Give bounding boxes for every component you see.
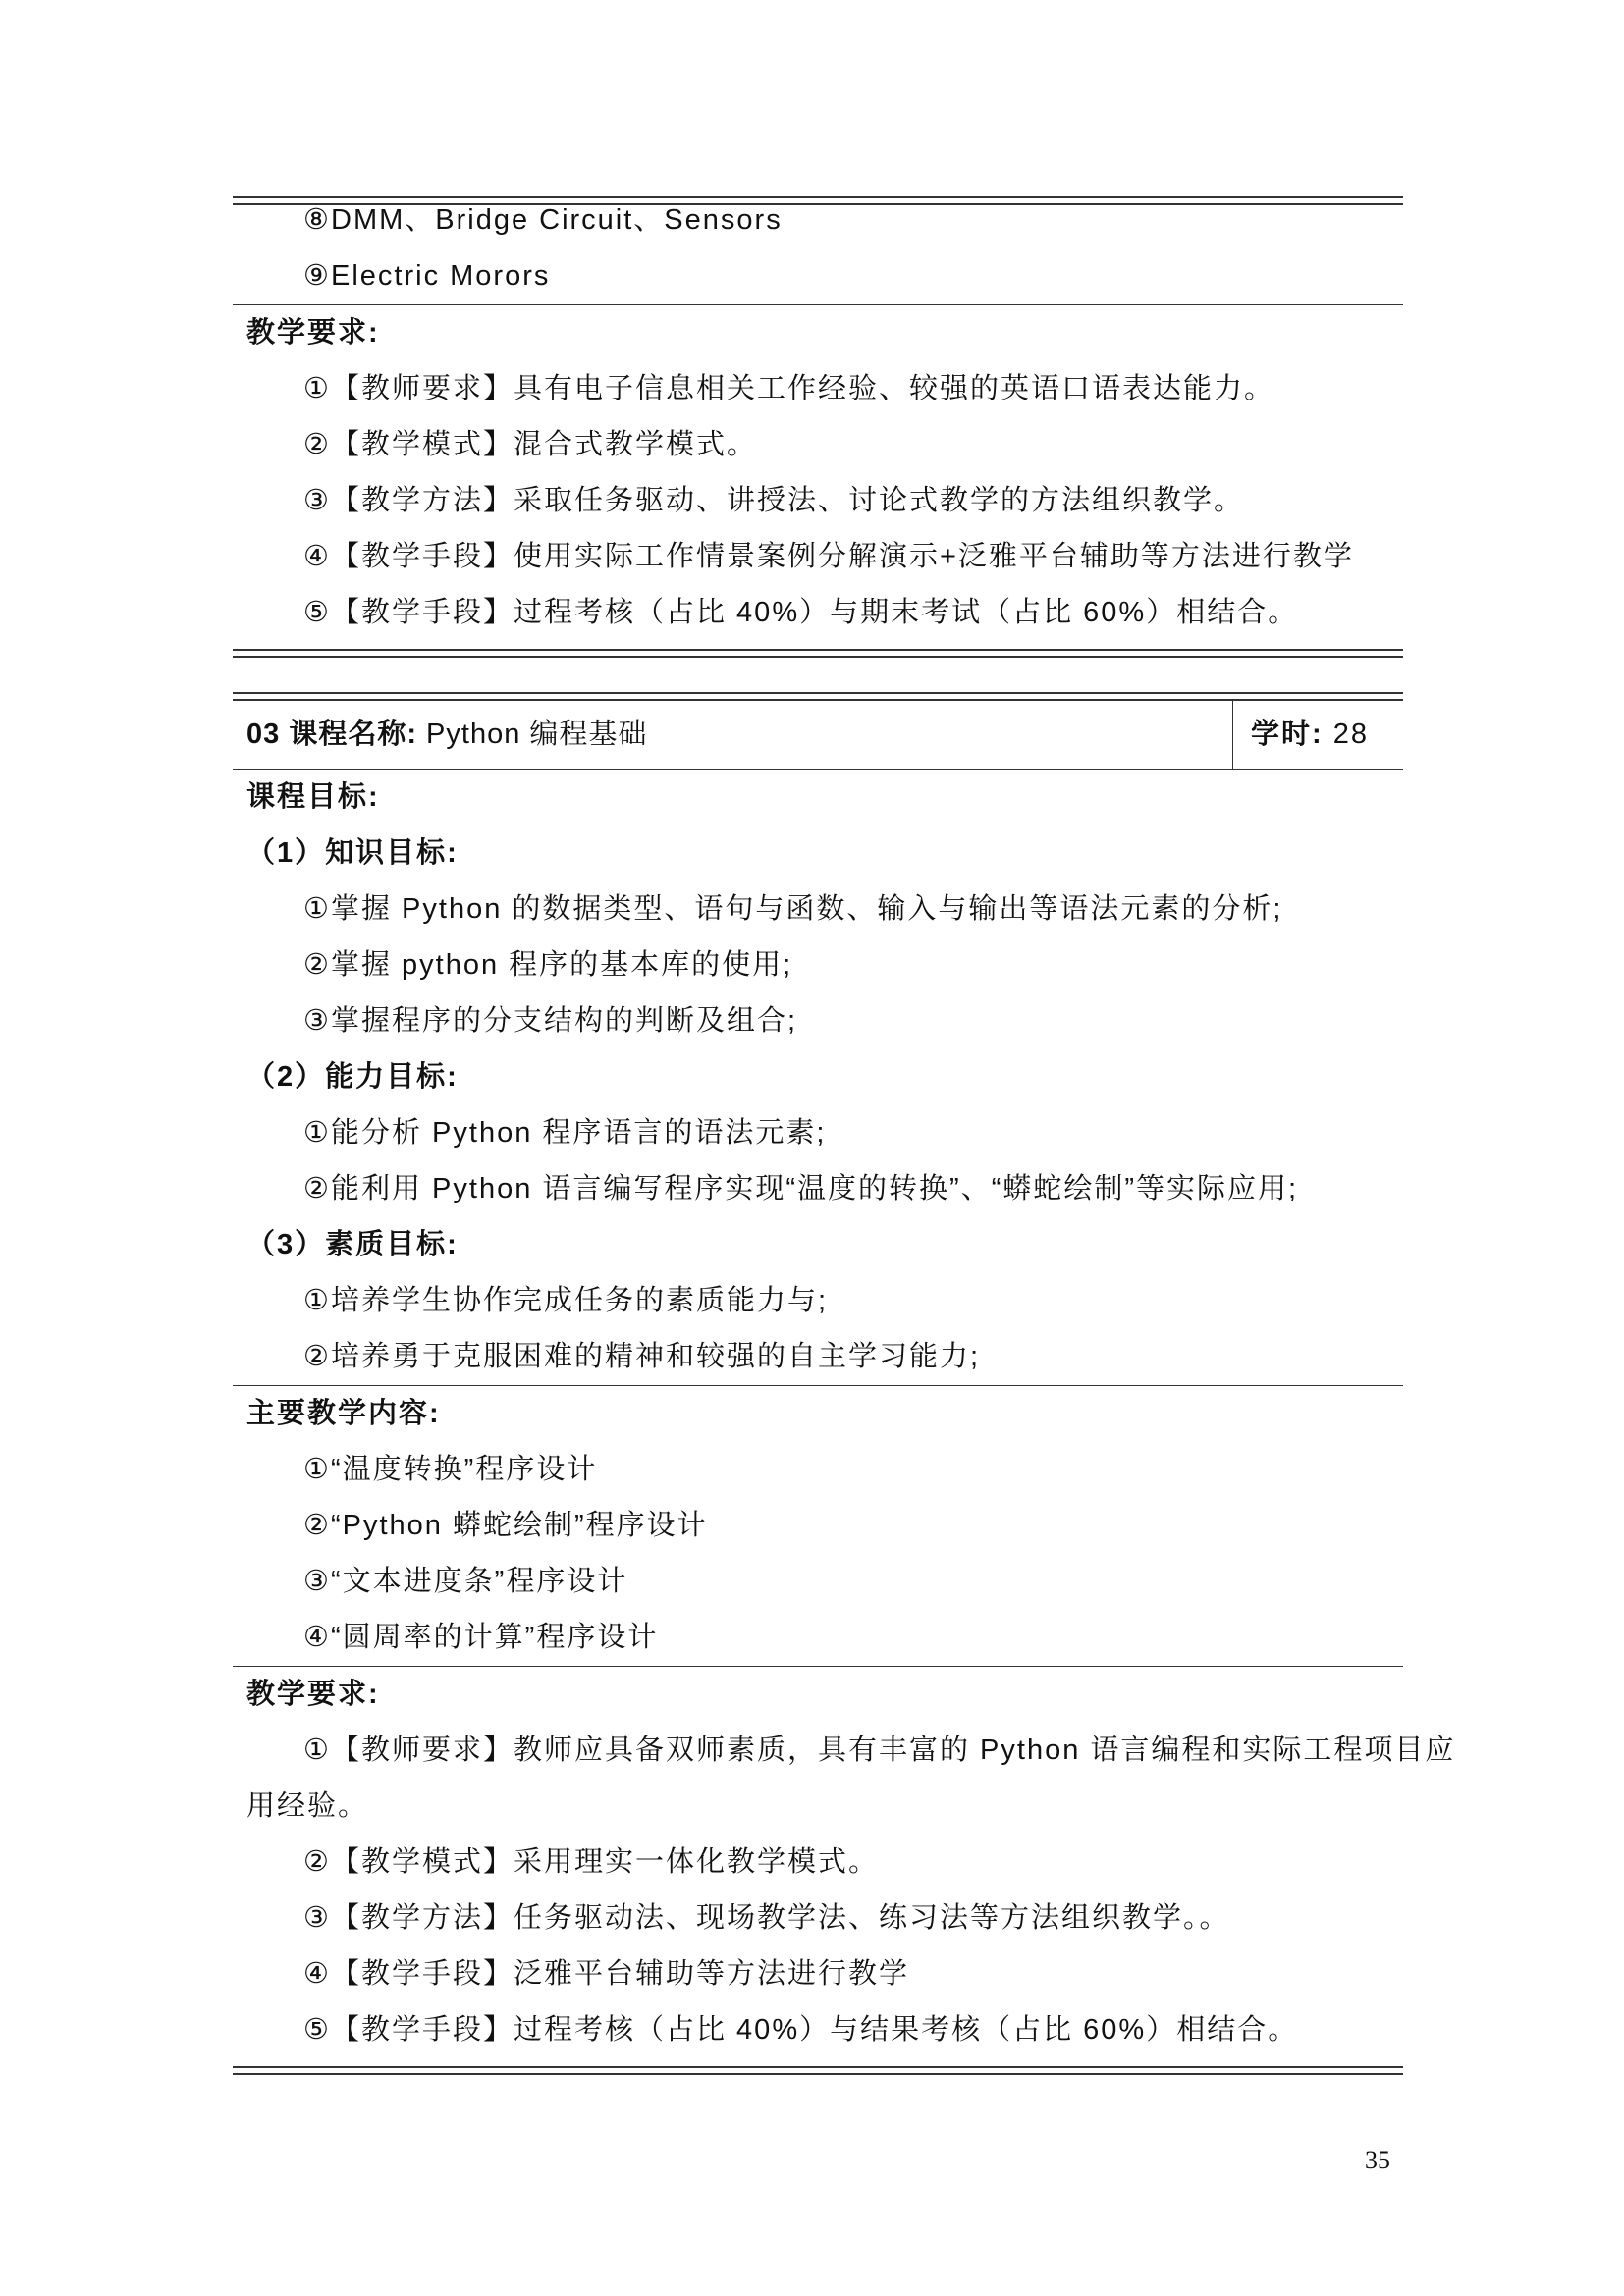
content-item: ③“文本进度条”程序设计 <box>303 1566 628 1597</box>
table-bottom-rule <box>233 649 1403 657</box>
knowledge-item: ③掌握程序的分支结构的判断及组合; <box>303 1005 798 1037</box>
req-item-first: ①【教师要求】教师应具备双师素质，具有丰富的 Python 语言编程和实际工程项目应 <box>303 1735 1456 1766</box>
prev-req-item: ③【教学方法】采取任务驱动、讲授法、讨论式教学的方法组织教学。 <box>303 485 1244 516</box>
req-item: ⑤【教学手段】过程考核（占比 40%）与结果考核（占比 60%）相结合。 <box>303 2014 1299 2046</box>
prev-req-item: ④【教学手段】使用实际工作情景案例分解演示+泛雅平台辅助等方法进行教学 <box>303 541 1354 572</box>
prev-req-heading: 教学要求: <box>246 317 380 348</box>
document-page <box>233 196 1456 2074</box>
prev-content-item-8: ⑧DMM、Bridge Circuit、Sensors <box>303 204 783 236</box>
knowledge-heading: （1）知识目标: <box>246 837 459 869</box>
prev-req-item: ⑤【教学手段】过程考核（占比 40%）与期末考试（占比 60%）相结合。 <box>303 597 1299 628</box>
course-title-row <box>233 700 1403 769</box>
knowledge-item: ①掌握 Python 的数据类型、语句与函数、输入与输出等语法元素的分析; <box>303 893 1283 925</box>
quality-heading: （3）素质目标: <box>246 1229 459 1260</box>
ability-heading: （2）能力目标: <box>246 1061 459 1093</box>
quality-item: ②培养勇于克服困难的精神和较强的自主学习能力; <box>303 1341 981 1372</box>
prev-req-item: ①【教师要求】具有电子信息相关工作经验、较强的英语口语表达能力。 <box>303 373 1274 404</box>
ability-item: ②能利用 Python 语言编写程序实现“温度的转换”、“蟒蛇绘制”等实际应用; <box>303 1173 1299 1204</box>
page-number: 35 <box>1365 2146 1390 2174</box>
ability-item: ①能分析 Python 程序语言的语法元素; <box>303 1117 827 1148</box>
content-item: ①“温度转换”程序设计 <box>303 1454 598 1485</box>
knowledge-item: ②掌握 python 程序的基本库的使用; <box>303 949 793 981</box>
content-heading: 主要教学内容: <box>246 1398 441 1429</box>
course-name-value: Python 编程基础 <box>426 719 648 750</box>
req-item: ②【教学模式】采用理实一体化教学模式。 <box>303 1846 879 1878</box>
req-item: ③【教学方法】任务驱动法、现场教学法、练习法等方法组织教学。。 <box>303 1902 1230 1934</box>
table-top-rule <box>233 692 1403 700</box>
course-name <box>233 700 1233 769</box>
course-hours-value: 28 <box>1332 719 1369 750</box>
goals-heading: 课程目标: <box>246 781 380 813</box>
req-item: ④【教学手段】泛雅平台辅助等方法进行教学 <box>303 1958 909 1990</box>
quality-item: ①培养学生协作完成任务的素质能力与; <box>303 1285 829 1316</box>
course-hours <box>1233 700 1403 769</box>
req-item-first-continuation: 用经验。 <box>246 1790 369 1822</box>
prev-req-item: ②【教学模式】混合式教学模式。 <box>303 429 757 460</box>
content-item: ②“Python 蟒蛇绘制”程序设计 <box>303 1510 708 1541</box>
course-name-label: 03 课程名称: <box>246 719 417 750</box>
content-item: ④“圆周率的计算”程序设计 <box>303 1622 659 1653</box>
table-bottom-rule <box>233 2066 1403 2074</box>
prev-content-item-9: ⑨Electric Morors <box>303 260 551 292</box>
req-heading: 教学要求: <box>246 1679 380 1710</box>
table-top-rule <box>233 196 1403 204</box>
course-hours-label: 学时: <box>1251 719 1324 750</box>
